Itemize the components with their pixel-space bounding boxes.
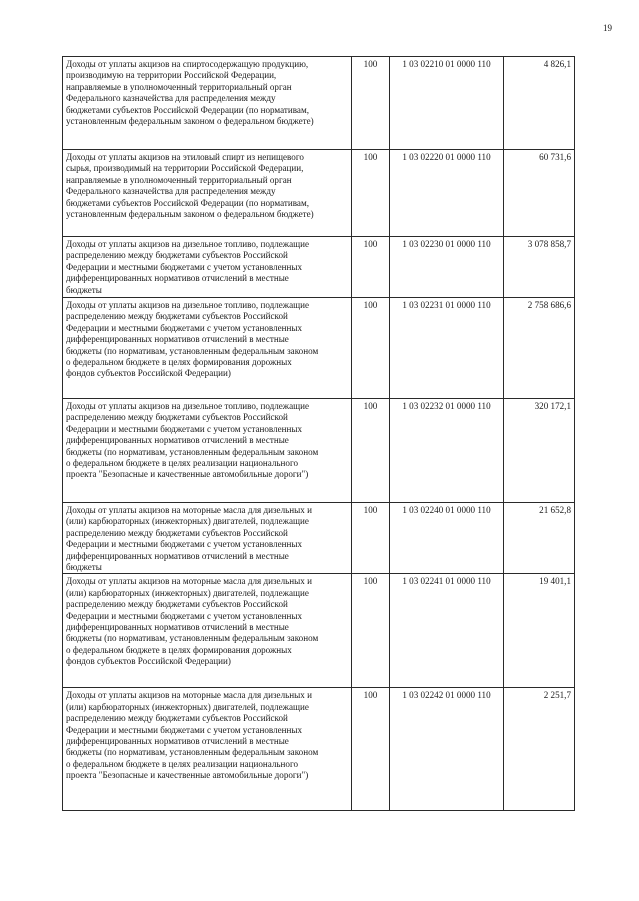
table-row	[63, 237, 575, 298]
table-row	[63, 298, 575, 399]
revenue-description	[63, 150, 352, 237]
administrator-code: 100	[352, 298, 390, 399]
description-line: установленным федеральным законом о федеральном бюджете)	[66, 209, 314, 220]
description-line: распределению между бюджетами субъектов Российской	[66, 250, 288, 261]
description-line: бюджеты (по нормативам, установленным федеральным законом	[66, 747, 319, 758]
description-line: фондов субъектов Российской Федерации)	[66, 368, 231, 379]
table-row	[63, 503, 575, 574]
description-line: фондов субъектов Российской Федерации)	[66, 656, 231, 667]
amount-value: 4 826,1	[504, 57, 575, 150]
description-line: о федеральном бюджете в целях формирования дорожных	[66, 644, 292, 655]
table-row	[63, 399, 575, 503]
description-line: распределению между бюджетами субъектов Российской	[66, 412, 288, 423]
description-line: направляемые в уполномоченный территориальный орган	[66, 81, 292, 92]
amount-value: 3 078 858,7	[504, 237, 575, 298]
description-line: сырья, производимый на территории Российской Федерации,	[66, 163, 304, 174]
description-line: бюджеты	[66, 562, 102, 573]
description-line: дифференцированных нормативов отчислений в местные	[66, 736, 289, 747]
description-line: распределению между бюджетами субъектов Российской	[66, 527, 288, 538]
description-line: бюджетами субъектов Российской Федерации (по нормативам,	[66, 104, 309, 115]
description-line: Доходы от уплаты акцизов на моторные масла для дизельных и	[66, 505, 312, 515]
description-line: Доходы от уплаты акцизов на этиловый спирт из непищевого	[66, 152, 304, 162]
budget-classification-code: 1 03 02220 01 0000 110	[390, 150, 504, 237]
description-line: бюджетами субъектов Российской Федерации (по нормативам,	[66, 197, 309, 208]
revenue-description	[63, 503, 352, 574]
revenue-table	[62, 56, 575, 811]
description-line: Доходы от уплаты акцизов на дизельное топливо, подлежащие	[66, 300, 310, 310]
description-line: о федеральном бюджете в целях реализации национального	[66, 758, 299, 769]
description-line: Федерации и местными бюджетами с учетом установленных	[66, 423, 303, 434]
revenue-description	[63, 57, 352, 150]
revenue-description	[63, 688, 352, 811]
description-line: проекта "Безопасные и качественные автомобильные дороги")	[66, 770, 309, 781]
description-line: бюджеты	[66, 284, 102, 295]
amount-value: 2 251,7	[504, 688, 575, 811]
amount-value: 320 172,1	[504, 399, 575, 503]
description-line: дифференцированных нормативов отчислений в местные	[66, 334, 289, 345]
description-line: Федерации и местными бюджетами с учетом установленных	[66, 261, 303, 272]
administrator-code: 100	[352, 399, 390, 503]
table-row	[63, 688, 575, 811]
description-line: Доходы от уплаты акцизов на дизельное топливо, подлежащие	[66, 401, 310, 411]
budget-classification-code: 1 03 02210 01 0000 110	[390, 57, 504, 150]
revenue-description	[63, 399, 352, 503]
description-line: Федерального казначейства для распределения между	[66, 186, 276, 197]
administrator-code: 100	[352, 150, 390, 237]
description-line: бюджеты (по нормативам, установленным федеральным законом	[66, 633, 319, 644]
description-line: распределению между бюджетами субъектов Российской	[66, 599, 288, 610]
amount-value: 21 652,8	[504, 503, 575, 574]
description-line: Федерации и местными бюджетами с учетом установленных	[66, 322, 303, 333]
description-line: дифференцированных нормативов отчислений в местные	[66, 550, 289, 561]
description-line: (или) карбюраторных (инжекторных) двигателей, подлежащие	[66, 516, 309, 527]
revenue-description	[63, 574, 352, 688]
administrator-code: 100	[352, 503, 390, 574]
description-line: проекта "Безопасные и качественные автомобильные дороги")	[66, 469, 309, 480]
description-line: направляемые в уполномоченный территориальный орган	[66, 174, 292, 185]
description-line: Федерации и местными бюджетами с учетом установленных	[66, 724, 303, 735]
description-line: Доходы от уплаты акцизов на спиртосодержащую продукцию,	[66, 59, 309, 69]
budget-classification-code: 1 03 02242 01 0000 110	[390, 688, 504, 811]
description-line: дифференцированных нормативов отчислений в местные	[66, 273, 289, 284]
budget-classification-code: 1 03 02231 01 0000 110	[390, 298, 504, 399]
budget-classification-code: 1 03 02240 01 0000 110	[390, 503, 504, 574]
revenue-description	[63, 237, 352, 298]
administrator-code: 100	[352, 688, 390, 811]
budget-classification-code: 1 03 02230 01 0000 110	[390, 237, 504, 298]
table-row	[63, 57, 575, 150]
description-line: бюджеты (по нормативам, установленным федеральным законом	[66, 345, 319, 356]
description-line: дифференцированных нормативов отчислений в местные	[66, 622, 289, 633]
amount-value: 19 401,1	[504, 574, 575, 688]
description-line: установленным федеральным законом о федеральном бюджете)	[66, 116, 314, 127]
page-number: 19	[603, 23, 612, 33]
amount-value: 60 731,6	[504, 150, 575, 237]
description-line: (или) карбюраторных (инжекторных) двигателей, подлежащие	[66, 587, 309, 598]
description-line: о федеральном бюджете в целях формирования дорожных	[66, 357, 292, 368]
description-line: Доходы от уплаты акцизов на моторные масла для дизельных и	[66, 576, 312, 587]
description-line: Федерации и местными бюджетами с учетом установленных	[66, 610, 303, 621]
description-line: бюджеты (по нормативам, установленным федеральным законом	[66, 446, 319, 457]
description-line: производимую на территории Российской Федерации,	[66, 70, 277, 81]
table-row	[63, 574, 575, 688]
description-line: распределению между бюджетами субъектов Российской	[66, 713, 288, 724]
description-line: дифференцированных нормативов отчислений в местные	[66, 435, 289, 446]
description-line: Федерального казначейства для распределения между	[66, 93, 276, 104]
budget-classification-code: 1 03 02232 01 0000 110	[390, 399, 504, 503]
administrator-code: 100	[352, 574, 390, 688]
administrator-code: 100	[352, 237, 390, 298]
revenue-description	[63, 298, 352, 399]
budget-classification-code: 1 03 02241 01 0000 110	[390, 574, 504, 688]
administrator-code: 100	[352, 57, 390, 150]
description-line: Доходы от уплаты акцизов на дизельное топливо, подлежащие	[66, 239, 310, 249]
description-line: Доходы от уплаты акцизов на моторные масла для дизельных и	[66, 690, 312, 701]
table-row	[63, 150, 575, 237]
description-line: (или) карбюраторных (инжекторных) двигателей, подлежащие	[66, 701, 309, 712]
description-line: распределению между бюджетами субъектов Российской	[66, 311, 288, 322]
amount-value: 2 758 686,6	[504, 298, 575, 399]
description-line: Федерации и местными бюджетами с учетом установленных	[66, 539, 303, 550]
description-line: о федеральном бюджете в целях реализации национального	[66, 458, 299, 469]
